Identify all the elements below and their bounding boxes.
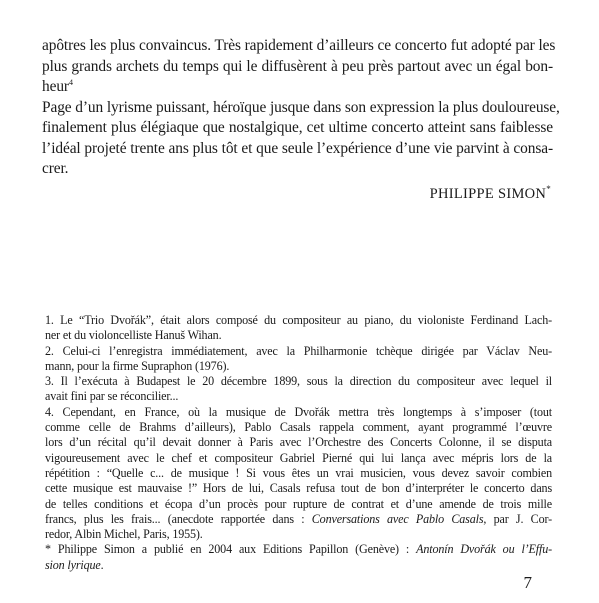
body-line: l’idéal projeté trente ans plus tôt et que seule l’expérience d’une vie parvint à consa- (42, 139, 553, 157)
book-title: Conversations avec Pablo Casals (311, 511, 484, 526)
footnote-line: 1. Le “Trio Dvořák”, était alors composé du compositeur au piano, du violoniste Ferdinand Lach- (45, 313, 552, 327)
footnote-line: ner et du violoncelliste Hanuš Wihan. (45, 328, 222, 343)
footnote-line: cette musique est mauvaise !” Hors de lui, Casals refusa tout de bon d’interpréter le concerto dans (45, 481, 552, 496)
footnote-line: répétition : “Quelle c... de musique ! Si vous êtes un vrai musicien, vous devez savoir combien (45, 465, 552, 480)
footnote-line: comme celle de Brahms d’ailleurs), Pablo Casals rappela comment, ayant programmé l’œuvre (45, 420, 552, 435)
footnote-line: mann, pour la firme Supraphon (1976). (45, 358, 230, 373)
footnote-line: de telles conditions et écopa d’un procès pour rupture de contrat et d’une amende de trois mille (45, 496, 552, 511)
footnote-line: 2. Celui-ci l’enregistra immédiatement, avec la Philharmonie tchèque dirigée par Václav Neu- (45, 343, 552, 358)
signature-name: PHILIPPE SIMON (429, 185, 547, 202)
footnote-line: vigoureusement avec le chef et compositeur Gabriel Pierné qui lui lança avec mépris lors de la (45, 450, 552, 465)
body-line: plus grands archets du temps qui le diffusèrent à peu près partout avec un égal bon- (42, 57, 553, 75)
body-line: apôtres les plus convaincus. Très rapidement d’ailleurs ce concerto fut adopté par les (42, 37, 556, 54)
footnote-line: avait fini par se réconcilier... (45, 389, 179, 404)
footnote-reference: 4 (68, 77, 73, 87)
footnotes (45, 313, 552, 573)
footnote-text: * Philippe Simon a publié en 2004 aux Editions Papillon (Genève) : (45, 542, 417, 557)
footnote-text: . (100, 557, 104, 572)
body-line: finalement plus élégiaque que nostalgique, cet ultime concerto atteint sans faiblesse (42, 119, 553, 136)
footnote-line: lors d’un récital qu’il devait donner à Paris avec l’Orchestre des Concerts Colonne, il se disputa (45, 435, 552, 450)
signature-footnote-mark: * (546, 184, 551, 194)
body-paragraphs (42, 36, 560, 180)
footnote-line: 3. Il l’exécuta à Budapest le 20 décembre 1899, sous la direction du compositeur avec lequel il (45, 374, 552, 389)
body-line: crer. (42, 160, 69, 177)
footnote-text: , par J. Cor- (483, 511, 552, 526)
footnote-text: francs, plus les frais... (anecdote rapportée dans : (45, 511, 312, 526)
footnote-line: 4. Cependant, en France, où la musique de Dvořák mettra très longtemps à s’imposer (tout (45, 404, 552, 419)
body-line (42, 77, 553, 98)
footnote-line (45, 512, 552, 527)
book-title: Antonín Dvořák ou l’Effu- (416, 542, 552, 557)
footnote-line (45, 542, 552, 557)
author-signature (430, 184, 551, 203)
page-number: 7 (523, 573, 532, 592)
body-line-text: heur (42, 78, 69, 95)
body-line: Page d’un lyrisme puissant, héroïque jusque dans son expression la plus douloureuse, (42, 98, 560, 116)
footnote-line (45, 558, 552, 573)
book-title: sion lyrique (45, 557, 101, 572)
footnote-line: redor, Albin Michel, Paris, 1955). (45, 527, 203, 542)
